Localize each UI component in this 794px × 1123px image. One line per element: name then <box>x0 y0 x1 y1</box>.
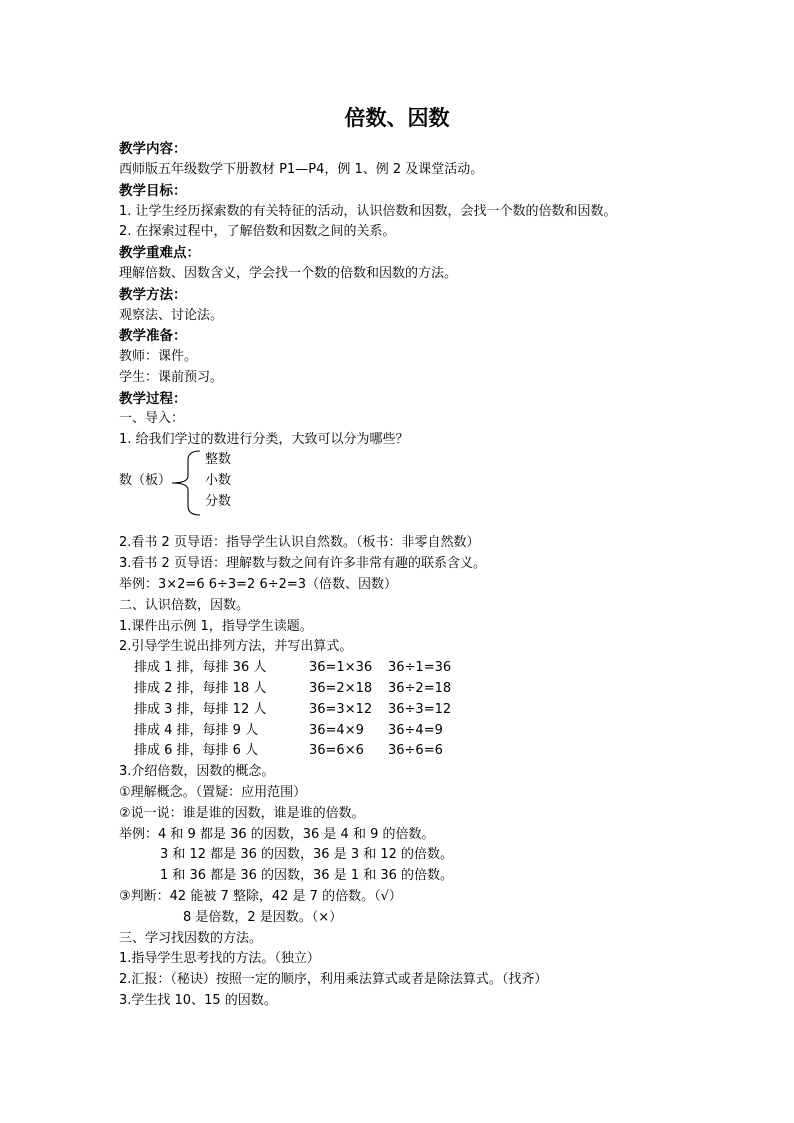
prep-teacher: 教师：课件。 <box>119 349 198 364</box>
key-text: 理解倍数、因数含义，学会找一个数的倍数和因数的方法。 <box>119 266 458 281</box>
arrangement-text: 排成 4 排，每排 9 人 <box>134 723 259 738</box>
arrangement-text: 排成 2 排，每排 18 人 <box>134 681 267 696</box>
method-heading: 教学方法： <box>119 287 187 303</box>
arrangement-div: 36÷3=12 <box>388 702 452 717</box>
concept-2: ②说一说：谁是谁的因数，谁是谁的倍数。 <box>119 806 365 821</box>
page-title: 倍数、因数 <box>344 105 450 130</box>
goal-item: 1. 让学生经历探索数的有关特征的活动，认识倍数和因数，会找一个数的倍数和因数。 <box>119 204 617 219</box>
curly-brace-icon <box>170 450 202 516</box>
arrangement-div: 36÷1=36 <box>388 660 452 675</box>
intro-question: 1. 给我们学过的数进行分类，大致可以分为哪些？ <box>119 432 409 447</box>
content-text: 西师版五年级数学下册教材 P1—P4，例 1、例 2 及课堂活动。 <box>119 162 484 177</box>
judge-2: 8 是倍数，2 是因数。（×） <box>183 910 343 925</box>
arrangement-mult: 36=1×36 <box>309 660 373 675</box>
prep-student: 学生：课前预习。 <box>119 370 224 385</box>
classify-label: 数（板） <box>119 473 172 488</box>
intro-step-3: 3.看书 2 页导语：理解数与数之间有许多非常有趣的联系含义。 <box>119 556 486 571</box>
part2-step-1: 1.课件出示例 1，指导学生读题。 <box>119 619 313 634</box>
judge-1: ③判断：42 能被 7 整除，42 是 7 的倍数。（√） <box>119 889 402 904</box>
content-heading: 教学内容： <box>119 141 187 157</box>
arrangement-text: 排成 6 排，每排 6 人 <box>134 743 259 758</box>
example-1: 举例：4 和 9 都是 36 的因数，36 是 4 和 9 的倍数。 <box>119 827 435 842</box>
arrangement-mult: 36=2×18 <box>309 681 373 696</box>
part3-step-3: 3.学生找 10、15 的因数。 <box>119 993 277 1008</box>
example-2: 3 和 12 都是 36 的因数，36 是 3 和 12 的倍数。 <box>160 847 454 862</box>
goal-item: 2. 在探索过程中，了解倍数和因数之间的关系。 <box>119 224 396 239</box>
part3-heading: 三、学习找因数的方法。 <box>119 931 263 946</box>
arrangement-div: 36÷6=6 <box>388 743 443 758</box>
part3-step-1: 1.指导学生思考找的方法。（独立） <box>119 951 320 966</box>
arrangement-div: 36÷2=18 <box>388 681 452 696</box>
arrangement-text: 排成 1 排，每排 36 人 <box>134 660 267 675</box>
process-heading: 教学过程： <box>119 391 187 407</box>
arrangement-text: 排成 3 排，每排 12 人 <box>134 702 267 717</box>
concept-1: ①理解概念。（置疑：应用范围） <box>119 785 307 800</box>
arrangement-div: 36÷4=9 <box>388 723 443 738</box>
key-heading: 教学重难点： <box>119 245 200 261</box>
arrangement-mult: 36=6×6 <box>309 743 364 758</box>
intro-example: 举例：3×2=6 6÷3=2 6÷2=3（倍数、因数） <box>119 577 398 592</box>
part2-heading: 二、认识倍数，因数。 <box>119 598 250 613</box>
method-text: 观察法、讨论法。 <box>119 308 224 323</box>
part2-step-3: 3.介绍倍数，因数的概念。 <box>119 764 275 779</box>
arrangement-mult: 36=4×9 <box>309 723 364 738</box>
intro-step-2: 2.看书 2 页导语：指导学生认识自然数。（板书：非零自然数） <box>119 535 480 550</box>
part3-step-2: 2.汇报：（秘诀）按照一定的顺序，利用乘法算式或者是除法算式。（找齐） <box>119 972 548 987</box>
classify-item-fraction: 分数 <box>205 494 232 509</box>
classify-item-decimal: 小数 <box>205 473 232 488</box>
example-3: 1 和 36 都是 36 的因数，36 是 1 和 36 的倍数。 <box>160 868 454 883</box>
classify-item-integer: 整数 <box>205 452 232 467</box>
part2-step-2: 2.引导学生说出排列方法，并写出算式。 <box>119 639 353 654</box>
goals-heading: 教学目标： <box>119 183 187 199</box>
prep-heading: 教学准备： <box>119 328 187 344</box>
arrangement-mult: 36=3×12 <box>309 702 373 717</box>
intro-heading: 一、导入： <box>119 411 185 426</box>
